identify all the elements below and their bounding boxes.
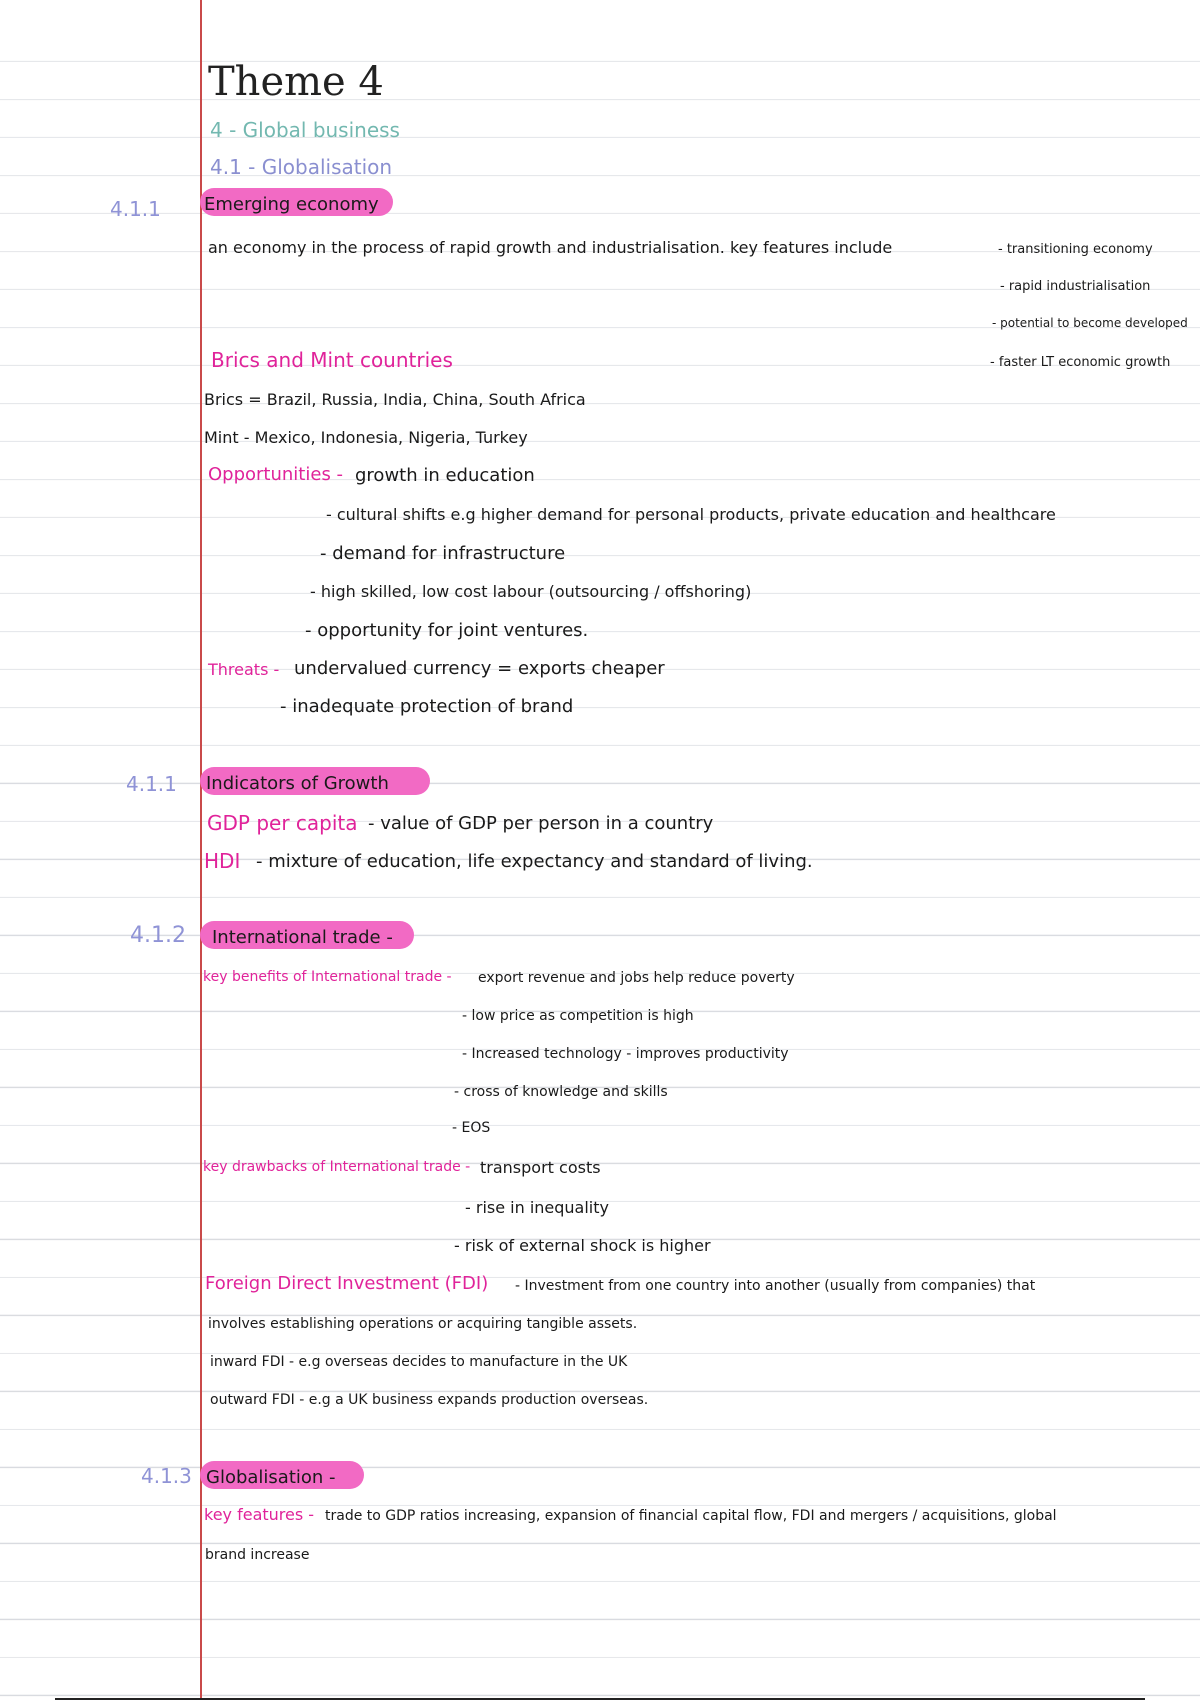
brics-line: Brics = Brazil, Russia, India, China, South Africa: [204, 390, 586, 409]
section-heading: Emerging economy: [204, 194, 379, 215]
fdi-label: Foreign Direct Investment (FDI): [205, 1273, 489, 1294]
benefit-item: - Increased technology - improves productivity: [462, 1046, 789, 1062]
hdi-definition: - mixture of education, life expectancy and standard of living.: [256, 851, 813, 872]
hdi-label: HDI: [204, 849, 241, 873]
drawback-item: - rise in inequality: [465, 1198, 609, 1217]
margin-line: [200, 0, 202, 1700]
opportunity-item: - high skilled, low cost labour (outsourcing / offshoring): [310, 582, 752, 601]
section-number: 4.1.1: [110, 197, 161, 221]
section-heading: Indicators of Growth: [206, 773, 389, 794]
opportunities-label: Opportunities -: [208, 464, 344, 485]
drawbacks-label: key drawbacks of International trade -: [203, 1159, 471, 1175]
topic-heading: 4.1 - Globalisation: [210, 155, 393, 179]
threat-item: undervalued currency = exports cheaper: [294, 658, 665, 679]
unit-heading: 4 - Global business: [210, 118, 400, 142]
features-text: trade to GDP ratios increasing, expansion of financial capital flow, FDI and mergers / acquisitions, global: [325, 1508, 1057, 1524]
feature-item: - transitioning economy: [998, 242, 1153, 257]
gdp-label: GDP per capita: [207, 811, 358, 835]
opportunity-item: growth in education: [355, 465, 535, 486]
section-number: 4.1.1: [126, 772, 177, 796]
inward-fdi: inward FDI - e.g overseas decides to manufacture in the UK: [210, 1354, 628, 1370]
feature-item: - rapid industrialisation: [1000, 279, 1151, 294]
opportunity-item: - demand for infrastructure: [320, 543, 566, 564]
section-heading: International trade -: [212, 927, 393, 948]
feature-item: - faster LT economic growth: [990, 355, 1171, 370]
fdi-definition: involves establishing operations or acquiring tangible assets.: [208, 1316, 638, 1332]
opportunity-item: - opportunity for joint ventures.: [305, 620, 589, 641]
benefit-item: - low price as competition is high: [462, 1008, 694, 1024]
section-number: 4.1.3: [141, 1464, 192, 1488]
section-number: 4.1.2: [130, 923, 186, 948]
page-title: Theme 4: [208, 59, 384, 105]
threats-label: Threats -: [208, 660, 280, 679]
gdp-definition: - value of GDP per person in a country: [368, 813, 714, 834]
opportunity-item: - cultural shifts e.g higher demand for personal products, private education and healthcare: [326, 505, 1056, 524]
definition-text: an economy in the process of rapid growth and industrialisation. key features include: [208, 238, 893, 257]
drawback-item: - risk of external shock is higher: [454, 1236, 711, 1255]
mint-line: Mint - Mexico, Indonesia, Nigeria, Turkey: [204, 428, 528, 447]
outward-fdi: outward FDI - e.g a UK business expands production overseas.: [210, 1392, 649, 1408]
drawback-item: transport costs: [480, 1158, 601, 1177]
section-heading: Globalisation -: [206, 1467, 336, 1488]
benefit-item: - EOS: [452, 1120, 491, 1136]
features-text: brand increase: [205, 1547, 310, 1563]
threat-item: - inadequate protection of brand: [280, 696, 574, 717]
fdi-definition: - Investment from one country into another (usually from companies) that: [515, 1278, 1036, 1294]
brics-heading: Brics and Mint countries: [211, 348, 453, 372]
features-label: key features -: [204, 1505, 315, 1524]
benefit-item: export revenue and jobs help reduce poverty: [478, 970, 795, 986]
benefit-item: - cross of knowledge and skills: [454, 1084, 668, 1100]
feature-item: - potential to become developed: [992, 316, 1188, 330]
benefits-label: key benefits of International trade -: [203, 969, 452, 985]
